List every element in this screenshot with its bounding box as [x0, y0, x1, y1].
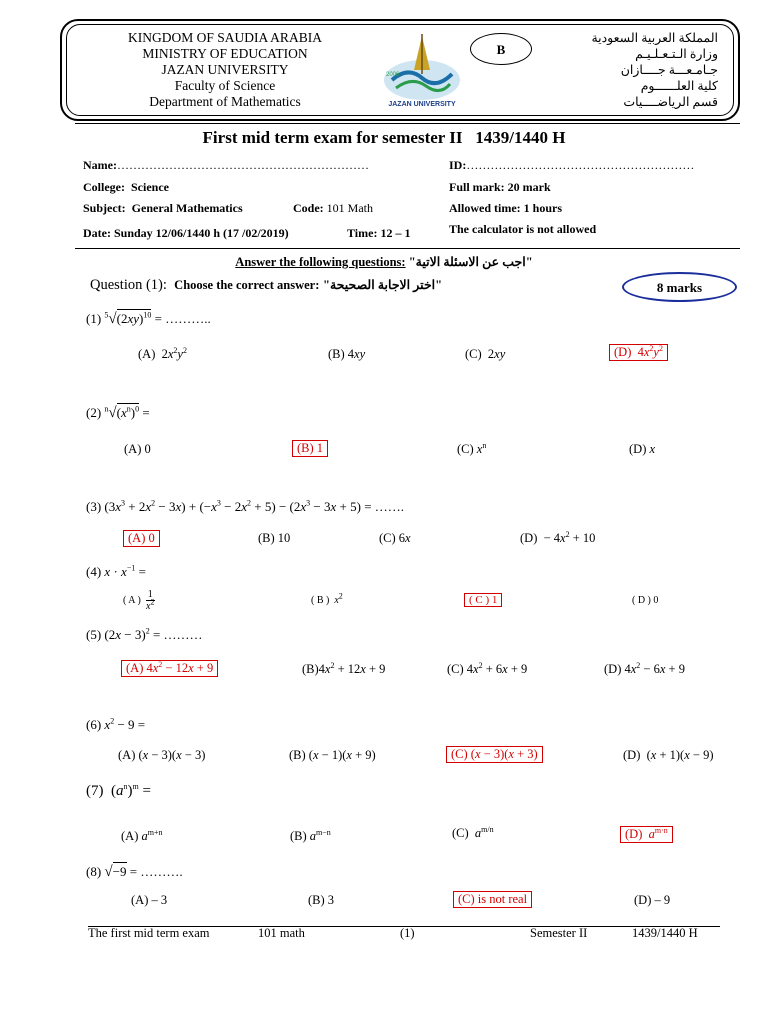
jazan-university-logo [378, 30, 466, 110]
item-1-option-a[interactable]: (A) $2x^2y^2$ [138, 345, 187, 361]
item-3-option-d[interactable]: $(D) - 4x^2 + 10$ [520, 529, 596, 545]
en-header-line-1: KINGDOM OF SAUDIA ARABIA [128, 30, 322, 45]
footer-year: 1439/1440 H [632, 926, 698, 940]
subject-field: Subject: General Mathematics [83, 201, 243, 215]
item-6-option-c[interactable]: (C) (x − 3)(x + 3) [446, 746, 543, 763]
footer-semester: Semester II [530, 926, 588, 940]
item-3-option-a[interactable]: (A) 0 [123, 530, 160, 547]
item-8-option-c[interactable]: (C) is not real [453, 891, 532, 908]
item-6-option-a[interactable]: (A) (x − 3)(x − 3) [118, 748, 206, 762]
footer-page: (1) [400, 926, 415, 940]
en-header-line-4: Faculty of Science [174, 78, 276, 93]
item-2-question: (2) $^n√(x^n)^0$ = [86, 404, 150, 421]
item-7-option-d[interactable]: (D) $a^{m\cdot n}$ [620, 826, 673, 843]
item-4-option-c[interactable]: ( C ) 1 [464, 593, 502, 607]
footer-exam: The first mid term exam [88, 926, 210, 940]
calculator-note: The calculator is not allowed [449, 222, 597, 236]
item-6-option-d[interactable]: (D) (x + 1)(x − 9) [623, 748, 714, 762]
info-rule [75, 248, 740, 249]
item-4-option-d[interactable]: ( D ) 0 [632, 595, 659, 606]
item-6-question: (6) $x^2 - 9$ = [86, 716, 146, 732]
ar-header-line-1: المملكة العربية السعودية [591, 31, 718, 45]
item-1-option-c[interactable]: (C) 2xy [465, 347, 506, 361]
item-4-option-b[interactable]: ( B ) $x^2$ [311, 591, 343, 606]
item-2-option-b[interactable]: (B) 1 [292, 440, 328, 457]
item-8-option-d[interactable]: (D) – 9 [634, 893, 671, 907]
item-7-option-c[interactable]: (C) $a^{m/n}$ [452, 824, 494, 840]
college-field: College: Science [83, 180, 169, 194]
instructions: Answer the following questions: "اجب عن الاسئلة الاتية" [235, 255, 533, 269]
item-7-question: (7) $(a^n)^m$ = [86, 782, 151, 799]
time-field: Time: 12 – 1 [347, 226, 411, 240]
logo-year: 2006 [386, 72, 400, 78]
en-header-line-3: JAZAN UNIVERSITY [161, 62, 289, 77]
item-5-option-b[interactable]: $(B)4x^2 + 12x + 9$ [302, 660, 386, 676]
item-1-option-b[interactable]: (B) 4xy [328, 347, 366, 361]
title-rule [75, 123, 740, 124]
ar-header-line-5: قسم الرياضــــيات [623, 95, 718, 109]
full-mark: Full mark: 20 mark [449, 180, 551, 194]
code-field: Code: 101 Math [293, 201, 374, 215]
item-1-option-d[interactable]: (D) $4x^2y^2$ [609, 344, 668, 361]
item-5-question: (5) $(2x - 3)^2$ = ……… [86, 626, 203, 642]
ar-header-line-3: جـامـعـــة جــــازان [620, 63, 718, 77]
item-1-question: (1) $^5√(2xy)^{10}$ = ……….. [86, 310, 211, 327]
item-5-option-c[interactable]: (C) $4x^2 + 6x + 9$ [447, 660, 528, 676]
ar-header-line-2: وزارة الـتـعـلـيـم [635, 47, 718, 61]
logo-caption: JAZAN UNIVERSITY [388, 101, 456, 108]
item-6-option-b[interactable]: (B) (x − 1)(x + 9) [289, 748, 376, 762]
allowed-time: Allowed time: 1 hours [449, 201, 562, 215]
ar-header-line-4: كلية العلــــــوم [640, 79, 718, 93]
name-field: Name:……………………………………………………… [83, 158, 369, 172]
item-7-option-a[interactable]: (A) $a^{m+n}$ [121, 827, 163, 843]
item-3-option-b[interactable]: (B) 10 [258, 531, 291, 545]
item-7-option-b[interactable]: (B) $a^{m-n}$ [290, 827, 331, 843]
en-header-line-2: MINISTRY OF EDUCATION [142, 46, 308, 61]
marks-badge: 8 marks [622, 272, 737, 302]
question-1-heading: Question (1): Choose the correct answer: "اختر الاجابة الصحيحة" [90, 277, 443, 293]
item-5-option-d[interactable]: (D) $4x^2 - 6x + 9$ [604, 660, 685, 676]
item-4-question: (4) $x \cdot x^{-1}$ = [86, 563, 146, 579]
item-2-option-d[interactable]: (D) x [629, 442, 656, 456]
footer-course: 101 math [258, 926, 305, 940]
item-3-question: (3) $(3x^3 + 2x^2 - 3x) + (-x^3 - 2x^2 + 5) - (2x^3 - 3x + 5)$ = ……. [86, 498, 405, 514]
item-8-option-b[interactable]: (B) 3 [308, 893, 335, 907]
item-4-option-a[interactable]: ( A ) $\frac{1}{x^2}$ [123, 589, 155, 612]
id-field: ID:………………………………………………… [449, 158, 695, 172]
date-field: Date: Sunday 12/06/1440 h (17 /02/2019) [83, 226, 289, 240]
exam-title: First mid term exam for semester II 1439/1440 H [202, 128, 566, 147]
item-5-option-a[interactable]: (A) $4x^2 - 12x + 9$ [121, 660, 218, 677]
item-2-option-c[interactable]: (C) $x^n$ [457, 440, 487, 456]
item-2-option-a[interactable]: (A) 0 [124, 442, 151, 456]
version-badge: B [470, 33, 532, 65]
en-header-line-5: Department of Mathematics [149, 94, 301, 109]
item-3-option-c[interactable]: (C) 6x [379, 531, 411, 545]
item-8-question: (8) √−9 = ………. [86, 864, 183, 880]
item-8-option-a[interactable]: (A) – 3 [131, 893, 168, 907]
